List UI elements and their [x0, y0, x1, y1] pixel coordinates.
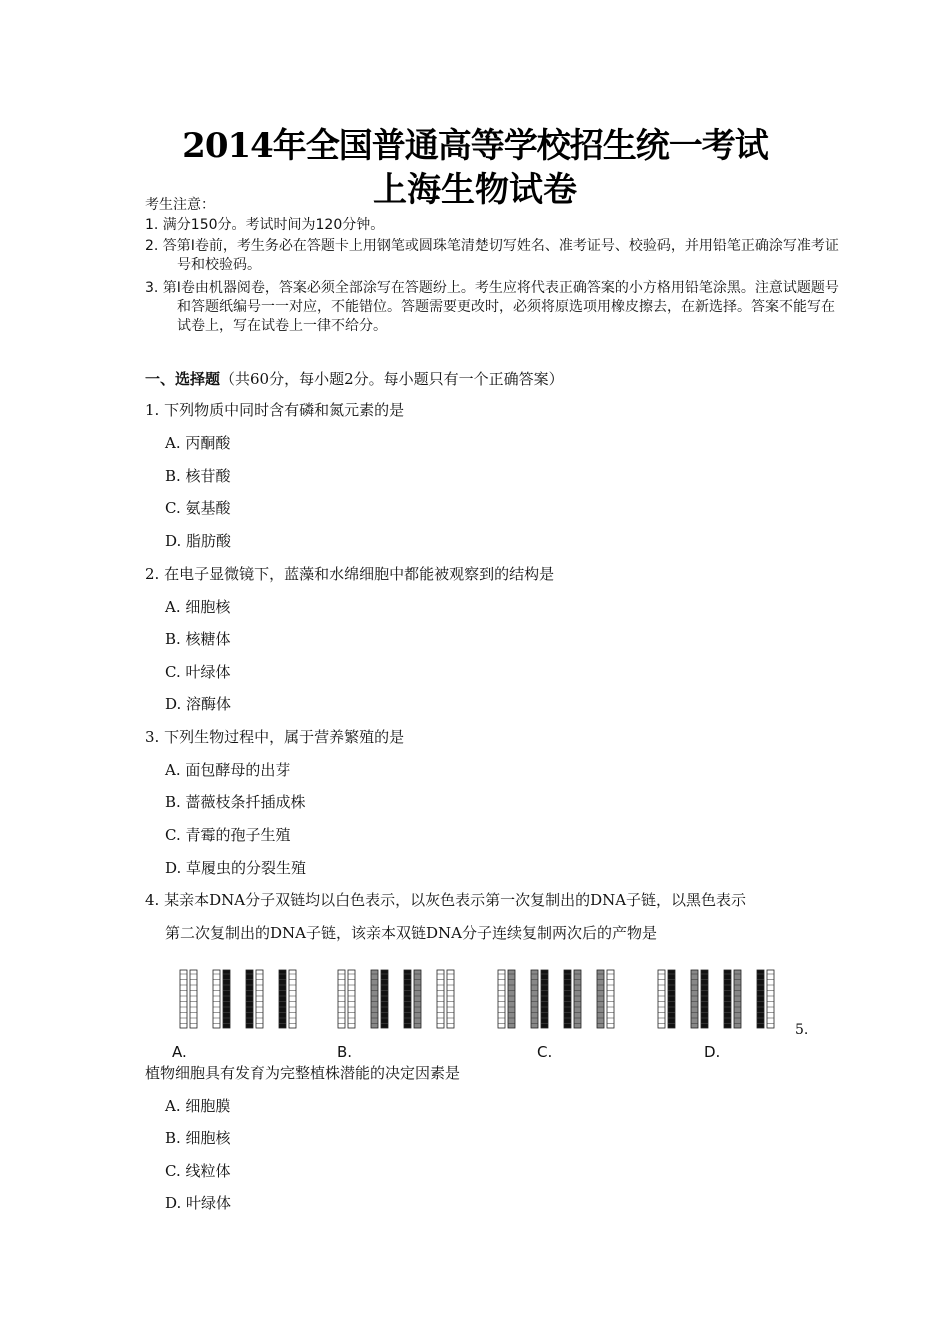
figure-label-c: C. [537, 1043, 553, 1061]
dna-strand [381, 970, 388, 1028]
notice-label: 考生注意： [145, 197, 215, 213]
dna-strand [414, 970, 421, 1028]
question-4-stem-line2 [145, 922, 810, 944]
q5-option-b: B. 细胞核 [165, 1129, 231, 1147]
dna-strand [447, 970, 454, 1028]
notice-item-2: 2. 答第Ⅰ卷前，考生务必在答题卡上用钢笔或圆珠笔清楚切写姓名、准考证号、校验码，并用铅笔正确涂写准考证号和校验码。 [145, 238, 839, 273]
dna-strand [701, 970, 708, 1028]
exam-subtitle: 上海生物试卷 [373, 170, 577, 210]
dna-strand [348, 970, 355, 1028]
figure-label-d: D. [704, 1043, 721, 1061]
dna-strand [574, 970, 581, 1028]
dna-strand [734, 970, 741, 1028]
question-1-stem: 1. 下列物质中同时含有磷和氮元素的是 [145, 401, 405, 419]
q5-option-a: A. 细胞膜 [165, 1097, 231, 1115]
q2-option-a: A. 细胞核 [165, 598, 231, 616]
question-5-number: 5. [795, 1022, 809, 1038]
q1-option-a: A. 丙酮酸 [165, 434, 231, 452]
dna-strand [180, 970, 187, 1028]
notice-item-3: 3. 第Ⅰ卷由机器阅卷，答案必须全部涂写在答题纷上。考生应将代表正确答案的小方格用铅笔涂黑。注意试题题号和答题纸编号一一对应，不能错位。答题需要更改时，必须将原选项用橡皮擦去，在新选择。答案不能写在试卷上，写在试卷上一律不给分。 [145, 280, 839, 334]
dna-strand [404, 970, 411, 1028]
dna-strand [338, 970, 345, 1028]
dna-strand [564, 970, 571, 1028]
dna-strand [658, 970, 665, 1028]
q1-option-d: D. 脂肪酸 [165, 532, 232, 550]
question-4-stem-line1: 4. 某亲本DNA分子双链均以白色表示，以灰色表示第一次复制出的DNA子链，以黑色表示 [145, 891, 747, 909]
question-3-stem: 3. 下列生物过程中，属于营养繁殖的是 [145, 728, 405, 746]
section-title: 一、选择题 [145, 370, 221, 388]
notice-item-1: 1. 满分150分。考试时间为120分钟。 [145, 217, 385, 233]
q1-option-c: C. 氨基酸 [165, 499, 231, 517]
q5-option-d: D. 叶绿体 [165, 1194, 232, 1212]
dna-strand [279, 970, 286, 1028]
dna-strand [289, 970, 296, 1028]
dna-replication-figure [170, 962, 790, 1062]
question-4-stem-cont: 第二次复制出的DNA子链，该亲本双链DNA分子连续复制两次后的产物是 [165, 924, 657, 942]
dna-strand [508, 970, 515, 1028]
dna-strand [597, 970, 604, 1028]
question-5-stem: 植物细胞具有发育为完整植株潜能的决定因素是 [145, 1064, 461, 1082]
q5-option-c: C. 线粒体 [165, 1162, 231, 1180]
q3-option-d: D. 草履虫的分裂生殖 [165, 859, 307, 877]
q2-option-c: C. 叶绿体 [165, 663, 231, 681]
dna-strand [607, 970, 614, 1028]
q3-option-b: B. 蔷薇枝条扦插成株 [165, 793, 306, 811]
section-note: （共60分，每小题2分。每小题只有一个正确答案） [220, 370, 564, 388]
dna-strand [541, 970, 548, 1028]
dna-strand [691, 970, 698, 1028]
q2-option-d: D. 溶酶体 [165, 695, 232, 713]
dna-strand [256, 970, 263, 1028]
section-heading [145, 368, 564, 389]
dna-strand [668, 970, 675, 1028]
q1-option-b: B. 核苷酸 [165, 467, 231, 485]
q2-option-b: B. 核糖体 [165, 630, 231, 648]
dna-strand [724, 970, 731, 1028]
exam-title: 2014年全国普通高等学校招生统一考试 [182, 126, 768, 166]
dna-strand [223, 970, 230, 1028]
figure-label-b: B. [337, 1043, 353, 1061]
dna-strand [767, 970, 774, 1028]
dna-strand [498, 970, 505, 1028]
dna-strand [190, 970, 197, 1028]
dna-strand [371, 970, 378, 1028]
dna-strand [437, 970, 444, 1028]
figure-label-a: A. [172, 1043, 187, 1061]
question-2-stem: 2. 在电子显微镜下，蓝藻和水绵细胞中都能被观察到的结构是 [145, 565, 555, 583]
dna-strand [757, 970, 764, 1028]
q3-option-a: A. 面包酵母的出芽 [165, 761, 291, 779]
dna-strand [213, 970, 220, 1028]
dna-strand [246, 970, 253, 1028]
dna-strand [531, 970, 538, 1028]
q3-option-c: C. 青霉的孢子生殖 [165, 826, 291, 844]
